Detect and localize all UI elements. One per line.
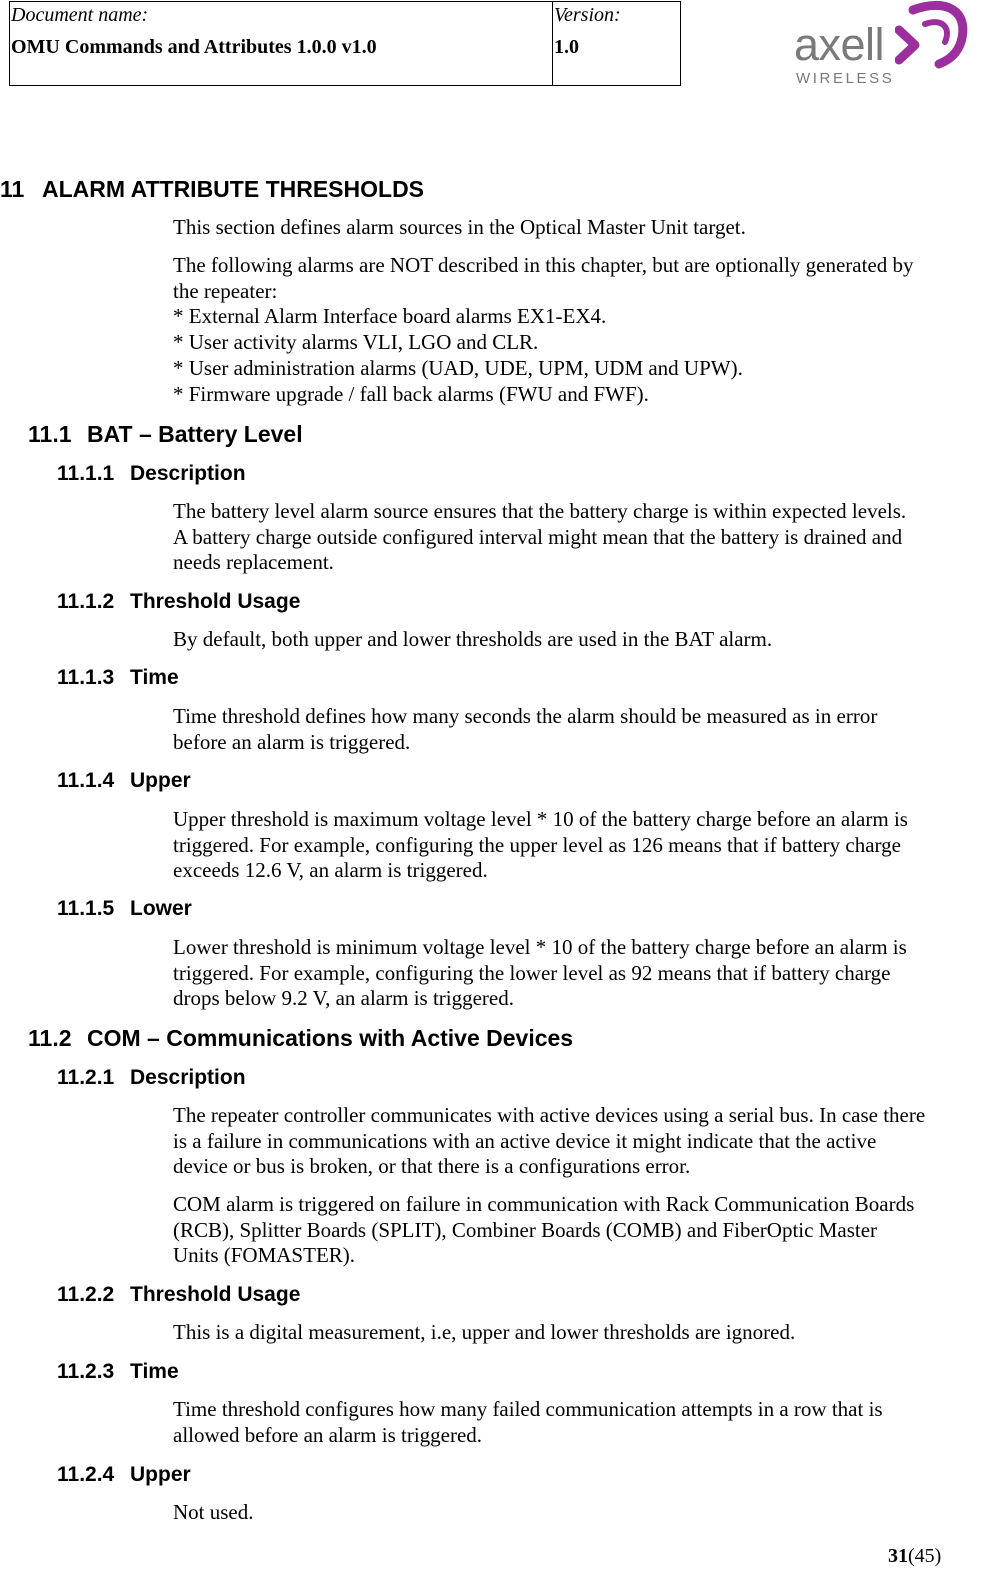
section-number: 11 xyxy=(0,176,25,202)
paragraph-line: the repeater: xyxy=(173,278,278,303)
heading-title: Upper xyxy=(130,1463,191,1486)
paragraph-line: By default, both upper and lower thresholds are used in the BAT alarm. xyxy=(173,627,773,651)
company-logo xyxy=(790,0,975,92)
version-label: Version: xyxy=(554,4,621,26)
logo-subtitle: WIRELESS xyxy=(796,70,895,87)
subsection-number: 11.1 xyxy=(28,421,72,447)
heading-title: Lower xyxy=(130,897,192,920)
heading-title: Threshold Usage xyxy=(130,1283,301,1306)
excluded-alarms-list xyxy=(173,253,993,407)
document-header xyxy=(9,1,681,86)
paragraph-line: The repeater controller communicates with active devices using a serial bus. In case there xyxy=(173,1103,926,1127)
logo-wordmark: axell xyxy=(794,19,885,70)
logo-chevron-icon xyxy=(895,0,975,92)
heading-title: Description xyxy=(130,1066,246,1089)
heading-number: 11.2.1 xyxy=(57,1066,115,1089)
list-item: * User administration alarms (UAD, UDE, UPM, UDM and UPW). xyxy=(173,355,743,380)
paragraph-line: This is a digital measurement, i.e, upper and lower thresholds are ignored. xyxy=(173,1320,796,1344)
heading-number: 11.2.2 xyxy=(57,1283,115,1306)
total-pages: (45) xyxy=(908,1545,942,1567)
heading-com-threshold-usage xyxy=(57,1282,300,1308)
heading-bat-lower xyxy=(57,896,192,922)
subsection-title: COM – Communications with Active Devices xyxy=(87,1025,574,1051)
heading-title: Description xyxy=(130,462,246,485)
heading-bat-description xyxy=(57,461,246,487)
paragraph-line: is a failure in communications with an active device it might indicate that the active xyxy=(173,1128,877,1153)
heading-com-upper xyxy=(57,1462,191,1488)
bat-time-text xyxy=(173,704,993,755)
paragraph-line: The battery level alarm source ensures that the battery charge is within expected levels. xyxy=(173,499,907,523)
heading-title: Time xyxy=(130,666,179,689)
heading-bat-upper xyxy=(57,768,191,794)
current-page: 31 xyxy=(888,1545,908,1567)
paragraph-line: Lower threshold is minimum voltage level * 10 of the battery charge before an alarm is xyxy=(173,935,907,959)
paragraph-line: triggered. For example, configuring the upper level as 126 means that if battery charge xyxy=(173,832,901,857)
section-heading xyxy=(0,175,424,203)
heading-title: Time xyxy=(130,1360,179,1383)
heading-number: 11.2.4 xyxy=(57,1463,115,1486)
paragraph-line: device or bus is broken, or that there is a configurations error. xyxy=(173,1154,691,1179)
com-time-text xyxy=(173,1397,993,1448)
heading-title: Upper xyxy=(130,769,191,792)
list-item: * User activity alarms VLI, LGO and CLR. xyxy=(173,330,539,355)
subsection-title: BAT – Battery Level xyxy=(87,421,303,447)
bat-description-text xyxy=(173,499,993,576)
com-description-text-2 xyxy=(173,1192,993,1269)
subsection-heading-bat xyxy=(28,420,303,448)
section-intro xyxy=(173,215,993,241)
bat-lower-text xyxy=(173,935,993,1012)
paragraph-line: needs replacement. xyxy=(173,550,334,575)
version-value: 1.0 xyxy=(554,36,579,58)
com-threshold-usage-text xyxy=(173,1320,993,1346)
paragraph-line: allowed before an alarm is triggered. xyxy=(173,1422,483,1447)
heading-number: 11.1.5 xyxy=(57,897,115,920)
subsection-number: 11.2 xyxy=(28,1025,72,1051)
paragraph-line: A battery charge outside configured interval might mean that the battery is drained and xyxy=(173,524,903,549)
doc-name-label: Document name: xyxy=(11,4,149,26)
paragraph-line: exceeds 12.6 V, an alarm is triggered. xyxy=(173,858,488,883)
list-item: * Firmware upgrade / fall back alarms (FWU and FWF). xyxy=(173,381,649,406)
paragraph-line: before an alarm is triggered. xyxy=(173,729,411,754)
paragraph-line: triggered. For example, configuring the lower level as 92 means that if battery charge xyxy=(173,960,891,985)
paragraph-line: drops below 9.2 V, an alarm is triggered. xyxy=(173,986,514,1011)
heading-com-time xyxy=(57,1359,179,1385)
heading-bat-threshold-usage xyxy=(57,589,300,615)
section-title: ALARM ATTRIBUTE THRESHOLDS xyxy=(42,176,425,202)
page-number xyxy=(888,1544,941,1568)
header-divider xyxy=(552,2,553,85)
heading-bat-time xyxy=(57,665,179,691)
heading-title: Threshold Usage xyxy=(130,590,301,613)
heading-number: 11.1.1 xyxy=(57,462,115,485)
doc-name: OMU Commands and Attributes 1.0.0 v1.0 xyxy=(11,36,377,58)
paragraph-line: The following alarms are NOT described in this chapter, but are optionally generated by xyxy=(173,253,914,277)
paragraph-line: COM alarm is triggered on failure in communication with Rack Communication Boards xyxy=(173,1192,915,1216)
bat-threshold-usage-text xyxy=(173,627,993,653)
paragraph-line: Units (FOMASTER). xyxy=(173,1243,356,1268)
heading-number: 11.1.2 xyxy=(57,590,115,613)
paragraph-line: Time threshold defines how many seconds the alarm should be measured as in error xyxy=(173,704,878,728)
heading-number: 11.2.3 xyxy=(57,1360,115,1383)
paragraph-line: Upper threshold is maximum voltage level * 10 of the battery charge before an alarm is xyxy=(173,807,908,831)
list-item: * External Alarm Interface board alarms EX1-EX4. xyxy=(173,304,607,329)
paragraph-line: Time threshold configures how many failed communication attempts in a row that is xyxy=(173,1397,883,1421)
heading-number: 11.1.4 xyxy=(57,769,115,792)
paragraph-line: This section defines alarm sources in the Optical Master Unit target. xyxy=(173,215,746,239)
paragraph-line: (RCB), Splitter Boards (SPLIT), Combiner Boards (COMB) and FiberOptic Master xyxy=(173,1217,878,1242)
subsection-heading-com xyxy=(28,1024,573,1052)
heading-com-description xyxy=(57,1065,246,1091)
heading-number: 11.1.3 xyxy=(57,666,115,689)
com-upper-text xyxy=(173,1500,993,1526)
bat-upper-text xyxy=(173,807,993,884)
paragraph-line: Not used. xyxy=(173,1500,254,1524)
com-description-text xyxy=(173,1103,993,1180)
